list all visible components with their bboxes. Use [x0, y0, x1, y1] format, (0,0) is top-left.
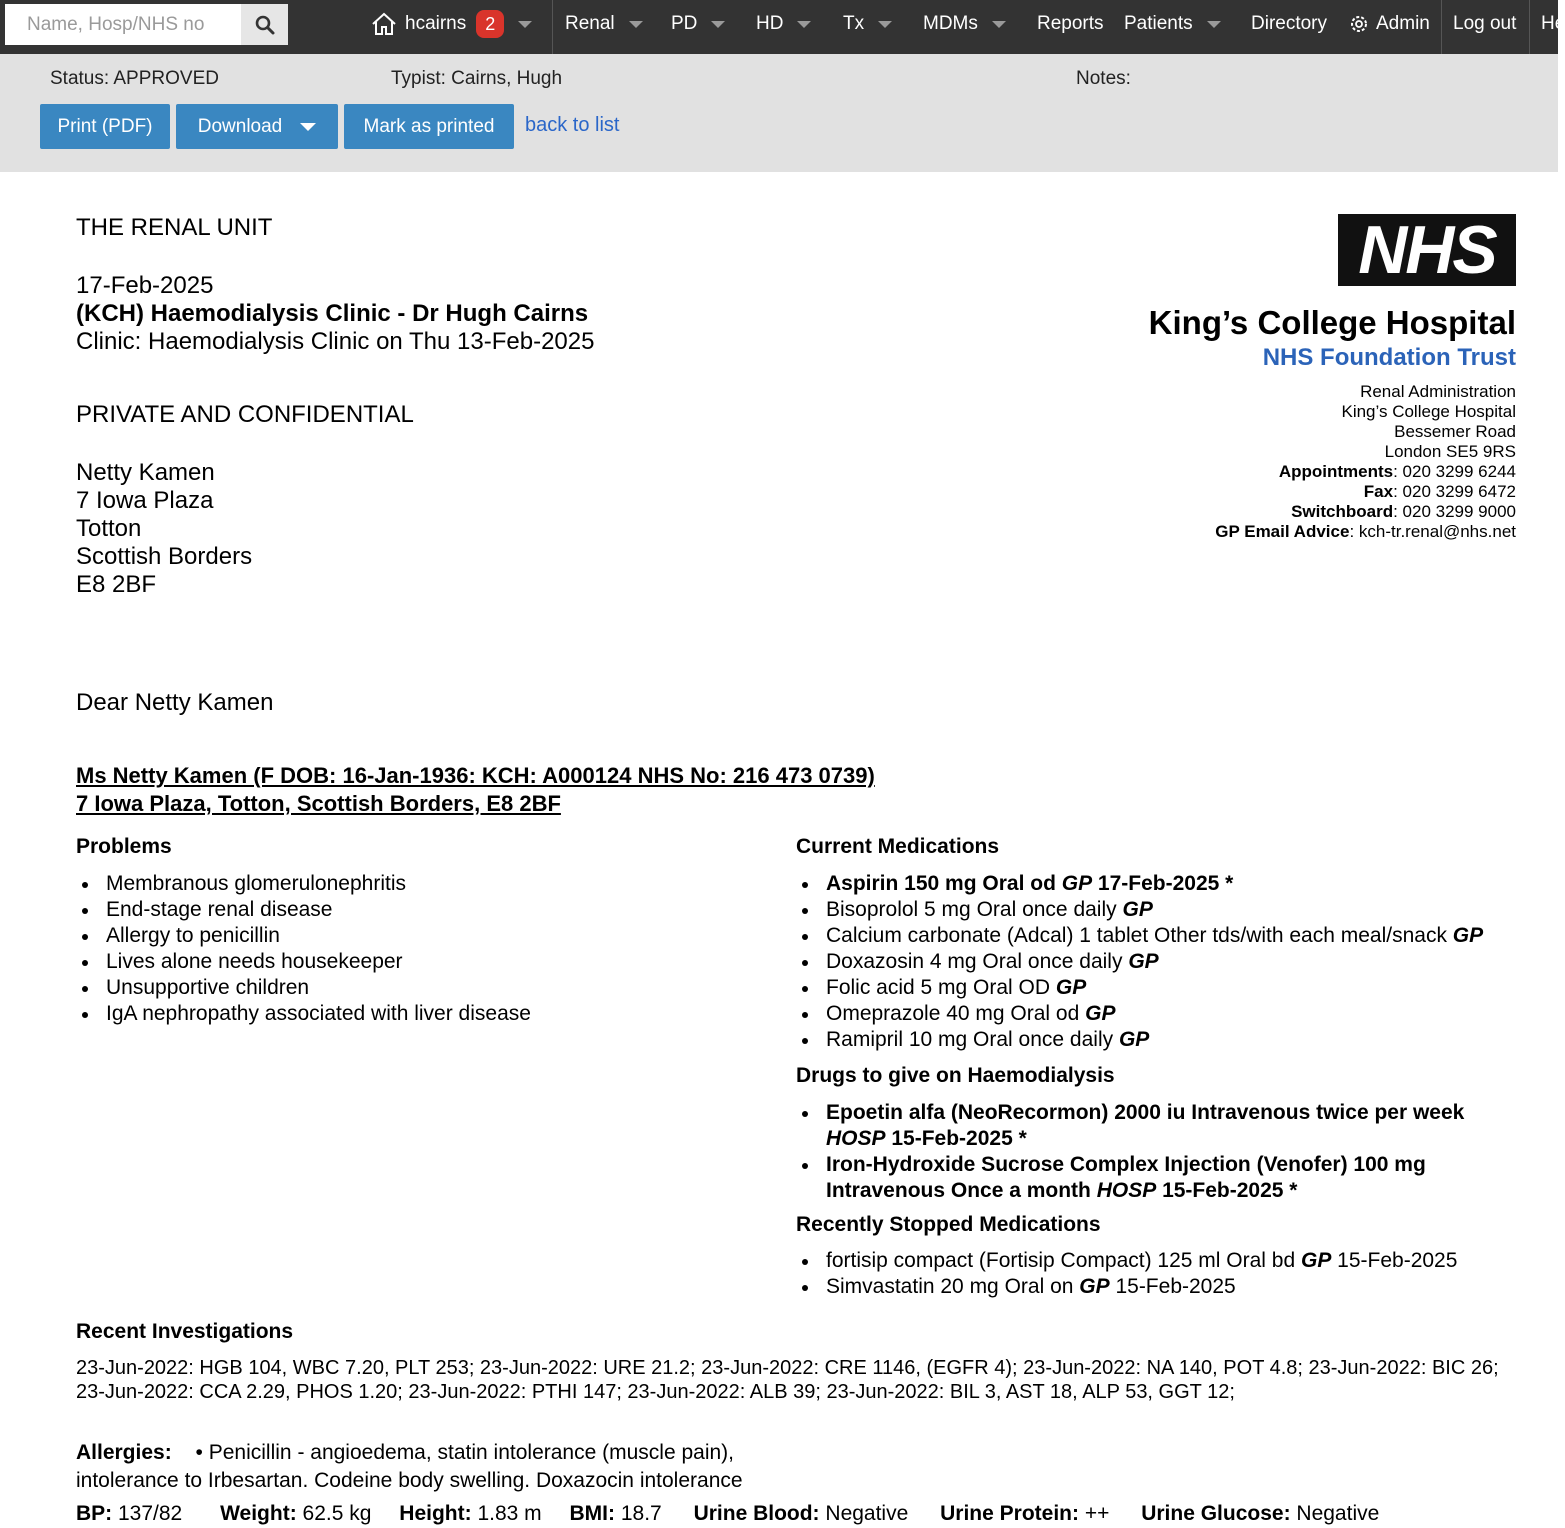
print-pdf-button[interactable]: [40, 104, 170, 149]
med-text: Doxazosin 4 mg Oral once daily: [826, 950, 1129, 973]
vital-label: Urine Protein:: [940, 1502, 1079, 1525]
investigations-text: 23-Jun-2022: HGB 104, WBC 7.20, PLT 253; 23-Jun-2022: URE 21.2; 23-Jun-2022: CRE 1146, (EGFR 4); 23-Jun-2022: NA 140, POT 4.8; 23-Jun-2022: BIC 26; 23-Jun-2022: CCA 2.29, PHOS 1.20; 23-Jun-2022: PTHI 147; 23-Jun-2022: ALB 39; 23-Jun-2022: BIL 3, AST 18, ALP 53, GGT 12;: [76, 1357, 1499, 1403]
nav-pd-label: PD: [671, 13, 698, 34]
recipient-line: E8 2BF: [76, 571, 157, 598]
vital-value: ++: [1078, 1502, 1110, 1525]
med-text: Folic acid 5 mg Oral OD: [826, 976, 1056, 999]
nav-hd[interactable]: [756, 0, 811, 48]
vital-label: BP:: [76, 1502, 113, 1525]
print-pdf-label: Print (PDF): [57, 115, 153, 137]
nav-tx[interactable]: [843, 0, 892, 48]
prescriber-tag: GP: [1055, 976, 1087, 999]
prescriber-tag: GP: [1452, 924, 1484, 947]
nav-mdms[interactable]: [923, 0, 1006, 48]
appointments-label: Appointments: [1278, 462, 1394, 481]
med-text: Ramipril 10 mg Oral once daily: [826, 1028, 1119, 1051]
vital-value: 137/82: [112, 1502, 183, 1525]
allergies-label: Allergies:: [76, 1441, 172, 1464]
top-navbar: [0, 0, 1565, 54]
mark-printed-button[interactable]: [344, 104, 514, 149]
search-button[interactable]: [241, 4, 288, 45]
prescriber-tag: GP: [1061, 872, 1093, 895]
med-text: Simvastatin 20 mg Oral on: [826, 1275, 1080, 1298]
unit-name: THE RENAL UNIT: [76, 214, 273, 241]
address-line: King’s College Hospital: [1341, 402, 1516, 421]
vital-value: Negative: [819, 1502, 909, 1525]
nav-admin[interactable]: [1348, 0, 1430, 48]
prescriber-tag: HOSP: [826, 1127, 886, 1150]
prescriber-tag: GP: [1128, 950, 1159, 973]
prescriber-tag: GP: [1085, 1002, 1116, 1025]
switchboard-number: : 020 3299 9000: [1393, 502, 1516, 521]
list-item: Unsupportive children: [76, 975, 756, 1001]
nhs-logo: [1338, 214, 1516, 286]
hospital-address: [1215, 382, 1516, 542]
prescriber-tag: GP: [1122, 898, 1153, 921]
list-item: [796, 1027, 1526, 1053]
fax-number: : 020 3299 6472: [1393, 482, 1516, 501]
vital-label: Weight:: [220, 1502, 297, 1525]
address-line: London SE5 9RS: [1384, 442, 1516, 461]
vital-value: 62.5 kg: [296, 1502, 372, 1525]
nav-renal[interactable]: [565, 0, 643, 48]
nav-divider: [1529, 0, 1530, 54]
nav-divider: [1441, 0, 1442, 54]
back-to-list-link[interactable]: back to list: [525, 114, 620, 136]
chevron-down-icon: [629, 21, 643, 28]
gp-email-contact: [1215, 522, 1516, 542]
user-menu[interactable]: [371, 0, 532, 48]
vital-value: 18.7: [615, 1502, 662, 1525]
vital-bmi: [570, 1502, 662, 1525]
nav-logout-label: Log out: [1453, 13, 1517, 34]
stopped-list: [796, 1248, 1526, 1300]
hd-drugs-list: [796, 1100, 1496, 1204]
med-text: Calcium carbonate (Adcal) 1 tablet Other tds/with each meal/snack: [826, 924, 1453, 947]
vital-urine-glucose: [1141, 1502, 1379, 1525]
allergies-block: [76, 1439, 734, 1467]
appointments-number: : 020 3299 6244: [1393, 462, 1516, 481]
nav-admin-label: Admin: [1376, 13, 1430, 34]
med-suffix: 17-Feb-2025 *: [1092, 872, 1234, 895]
vital-label: Height:: [399, 1502, 472, 1525]
med-suffix: 15-Feb-2025 *: [885, 1127, 1027, 1150]
list-item: Allergy to penicillin: [76, 923, 756, 949]
patient-address-line: 7 Iowa Plaza, Totton, Scottish Borders, E8 2BF: [76, 791, 561, 816]
nav-divider: [552, 0, 553, 54]
vital-value: Negative: [1290, 1502, 1380, 1525]
vital-label: BMI:: [569, 1502, 615, 1525]
vital-height: [399, 1502, 541, 1525]
address-line: Renal Administration: [1360, 382, 1516, 401]
recipient-address: [76, 459, 252, 599]
status-text: Status: APPROVED: [50, 68, 219, 89]
allergies-line2: intolerance to Irbesartan. Codeine body swelling. Doxazocin intolerance: [76, 1469, 743, 1492]
chevron-down-icon: [300, 123, 316, 131]
med-suffix: 15-Feb-2025: [1109, 1275, 1236, 1298]
recipient-line: 7 Iowa Plaza: [76, 487, 214, 514]
search-input[interactable]: [5, 4, 241, 45]
patient-details-line: Ms Netty Kamen (F DOB: 16-Jan-1936: KCH: A000124 NHS No: 216 473 0739): [76, 763, 875, 788]
list-item: End-stage renal disease: [76, 897, 756, 923]
home-icon: [371, 12, 397, 36]
chevron-down-icon: [878, 21, 892, 28]
letter-toolbar: [0, 54, 1558, 172]
problems-list: [76, 871, 756, 1027]
prescriber-tag: HOSP: [1096, 1179, 1157, 1202]
switchboard-label: Switchboard: [1291, 502, 1394, 521]
fax-contact: [1215, 482, 1516, 502]
gp-email-address: : kch-tr.renal@nhs.net: [1349, 522, 1516, 541]
investigations-heading: Recent Investigations: [76, 1320, 294, 1343]
prescriber-tag: GP: [1300, 1249, 1332, 1272]
typist-text: Typist: Cairns, Hugh: [391, 68, 563, 89]
list-item: IgA nephropathy associated with liver disease: [76, 1001, 756, 1027]
nav-help-label: He: [1541, 13, 1565, 34]
chevron-down-icon: [992, 21, 1006, 28]
notification-badge: 2: [476, 10, 504, 38]
list-item: [796, 1274, 1526, 1300]
notes-label: Notes:: [1076, 68, 1131, 89]
nav-pd[interactable]: [671, 0, 725, 48]
appointments-contact: [1215, 462, 1516, 482]
list-item: Membranous glomerulonephritis: [76, 871, 756, 897]
list-item: [796, 1152, 1496, 1204]
list-item: [796, 897, 1526, 923]
med-suffix: 15-Feb-2025 *: [1156, 1179, 1298, 1202]
vital-label: Urine Blood:: [693, 1502, 820, 1525]
prescriber-tag: GP: [1079, 1275, 1110, 1298]
nav-directory-label: Directory: [1251, 13, 1328, 34]
med-text: Omeprazole 40 mg Oral od: [826, 1002, 1086, 1025]
med-text: Bisoprolol 5 mg Oral once daily: [826, 898, 1123, 921]
list-item: Lives alone needs housekeeper: [76, 949, 756, 975]
recipient-line: Netty Kamen: [76, 459, 215, 486]
address-line: Bessemer Road: [1394, 422, 1516, 441]
mark-printed-label: Mark as printed: [363, 115, 495, 137]
list-item: [796, 1001, 1526, 1027]
med-text: Epoetin alfa (NeoRecormon) 2000 iu Intravenous twice per week: [826, 1101, 1465, 1124]
hospital-name: King’s College Hospital: [1148, 304, 1516, 341]
hd-drugs-heading: Drugs to give on Haemodialysis: [796, 1064, 1115, 1087]
nav-logout[interactable]: [1453, 0, 1516, 48]
list-item: [796, 871, 1526, 897]
vital-urine-blood: [694, 1502, 909, 1525]
list-item: [796, 1248, 1526, 1274]
fax-label: Fax: [1363, 482, 1394, 501]
switchboard-contact: [1215, 502, 1516, 522]
confidential-heading: PRIVATE AND CONFIDENTIAL: [76, 401, 414, 428]
med-text: Aspirin 150 mg Oral od: [826, 872, 1062, 895]
nav-hd-label: HD: [756, 13, 784, 34]
nav-renal-label: Renal: [565, 13, 615, 34]
chevron-down-icon: [518, 21, 532, 28]
medications-heading: Current Medications: [796, 835, 1000, 858]
nav-reports-label: Reports: [1037, 13, 1104, 34]
vital-bp: [76, 1502, 182, 1525]
search-icon: [255, 15, 275, 35]
vital-urine-protein: [940, 1502, 1109, 1525]
stopped-heading: Recently Stopped Medications: [796, 1213, 1101, 1236]
salutation: Dear Netty Kamen: [76, 689, 274, 716]
vitals-row: [76, 1500, 1379, 1528]
list-item: [796, 975, 1526, 1001]
gp-email-label: GP Email Advice: [1215, 522, 1350, 541]
nhs-logo-text: NHS: [1358, 212, 1496, 288]
username: hcairns: [405, 13, 467, 34]
vital-label: Urine Glucose:: [1141, 1502, 1291, 1525]
chevron-down-icon: [711, 21, 725, 28]
list-item: [796, 1100, 1496, 1152]
list-item: [796, 949, 1526, 975]
download-label: Download: [197, 115, 283, 137]
med-text: Iron-Hydroxide Sucrose Complex Injection (Venofer) 100 mg Intravenous Once a month: [826, 1153, 1426, 1202]
clinic-line: Clinic: Haemodialysis Clinic on Thu 13-Feb-2025: [76, 328, 595, 355]
nav-directory[interactable]: [1251, 0, 1327, 48]
patient-search: [5, 4, 288, 45]
nav-reports[interactable]: [1037, 0, 1104, 48]
download-button[interactable]: [176, 104, 338, 149]
clinic-title: (KCH) Haemodialysis Clinic - Dr Hugh Cairns: [76, 300, 589, 327]
nav-mdms-label: MDMs: [923, 13, 978, 34]
nav-patients[interactable]: [1124, 0, 1221, 48]
list-item: [796, 923, 1526, 949]
nav-help[interactable]: [1541, 0, 1565, 48]
chevron-down-icon: [1207, 21, 1221, 28]
vital-value: 1.83 m: [471, 1502, 542, 1525]
med-suffix: 15-Feb-2025: [1331, 1249, 1458, 1272]
gear-icon: [1348, 13, 1370, 35]
trust-name: NHS Foundation Trust: [1262, 344, 1516, 371]
problems-heading: Problems: [76, 835, 172, 858]
chevron-down-icon: [797, 21, 811, 28]
allergies-line1: • Penicillin - angioedema, statin intolerance (muscle pain),: [195, 1441, 734, 1464]
med-text: fortisip compact (Fortisip Compact) 125 ml Oral bd: [826, 1249, 1301, 1272]
medications-list: [796, 871, 1526, 1053]
recipient-line: Scottish Borders: [76, 543, 253, 570]
recipient-line: Totton: [76, 515, 142, 542]
letter-date: 17-Feb-2025: [76, 272, 214, 299]
nav-patients-label: Patients: [1124, 13, 1193, 34]
nav-tx-label: Tx: [843, 13, 865, 34]
vital-weight: [220, 1502, 371, 1525]
prescriber-tag: GP: [1118, 1028, 1150, 1051]
